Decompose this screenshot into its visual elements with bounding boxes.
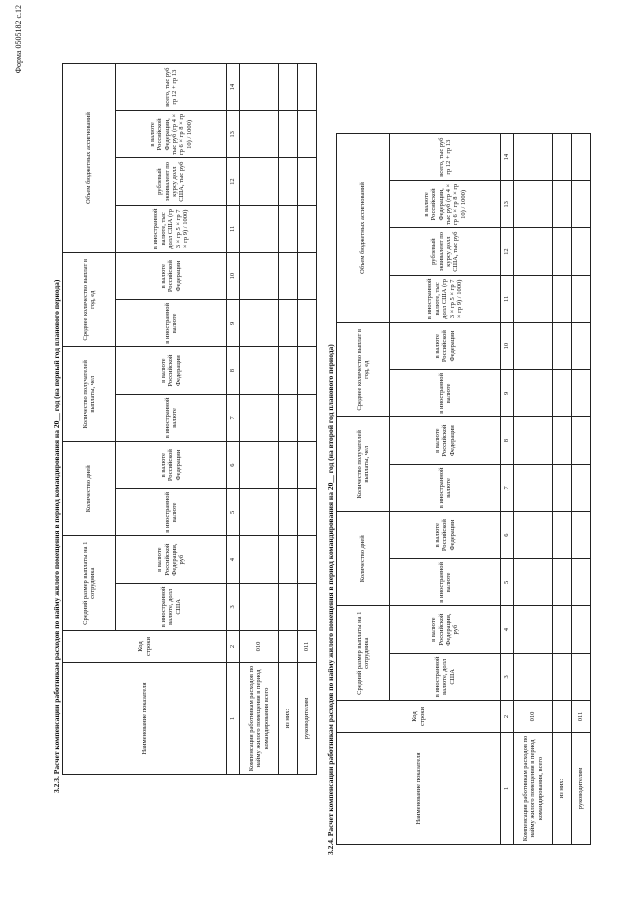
value-cell[interactable] — [279, 253, 298, 300]
value-cell[interactable] — [298, 111, 317, 158]
value-cell[interactable] — [279, 394, 298, 441]
value-cell[interactable] — [240, 394, 279, 441]
value-cell[interactable] — [553, 417, 572, 464]
row-name: руководителям — [298, 663, 317, 775]
value-cell[interactable] — [240, 111, 279, 158]
value-cell[interactable] — [553, 512, 572, 559]
subheader-col-6: в валюте Российской Федерации — [390, 512, 501, 559]
value-cell[interactable] — [298, 300, 317, 347]
header-recipients: Количество получателей выплаты, чел — [337, 417, 390, 512]
value-cell[interactable] — [572, 606, 591, 653]
table-row — [279, 64, 298, 775]
section-title: 3.2.4. Расчет компенсации работникам расходов по найму жилого помещения в период командирования на 20__ год (на второй год планового периода) — [326, 344, 335, 855]
col-number: 6 — [227, 442, 240, 489]
value-cell[interactable] — [298, 253, 317, 300]
value-cell[interactable] — [298, 347, 317, 394]
value-cell[interactable] — [572, 512, 591, 559]
subheader-col-13: в валюте Российской Федерации, тыс руб (гр 4 × гр 6 × гр 8 × гр 10) / 1000) — [390, 181, 501, 228]
row-code: 011 — [298, 631, 317, 663]
subheader-col-9: в иностранной валюте — [390, 370, 501, 417]
header-avg-payment: Средний размер выплаты на 1 сотрудника — [63, 536, 116, 631]
col-number: 1 — [227, 663, 240, 775]
value-cell[interactable] — [298, 394, 317, 441]
subheader-col-12: рублевый эквивалент по курсу долл США, тыс руб — [116, 158, 227, 205]
value-cell[interactable] — [298, 64, 317, 111]
col-number: 10 — [501, 323, 514, 370]
col-number: 7 — [501, 464, 514, 511]
value-cell[interactable] — [298, 489, 317, 536]
col-number: 2 — [501, 701, 514, 733]
value-cell[interactable] — [279, 536, 298, 583]
col-number: 9 — [501, 370, 514, 417]
value-cell[interactable] — [240, 64, 279, 111]
row-name: Компенсация работникам расходов по найму жилого помещения в период командирования всего — [240, 663, 279, 775]
value-cell[interactable] — [514, 606, 553, 653]
subheader-col-8: в валюте Российской Федерации — [116, 347, 227, 394]
value-cell[interactable] — [572, 370, 591, 417]
subheader-col-4: в валюте Российской Федерации, руб — [116, 536, 227, 583]
col-number: 8 — [227, 347, 240, 394]
col-number: 7 — [227, 394, 240, 441]
value-cell[interactable] — [553, 181, 572, 228]
value-cell[interactable] — [240, 253, 279, 300]
value-cell[interactable] — [298, 536, 317, 583]
col-number: 14 — [501, 134, 514, 181]
col-number: 11 — [227, 205, 240, 252]
value-cell[interactable] — [553, 228, 572, 275]
col-number: 3 — [227, 583, 240, 630]
value-cell[interactable] — [572, 417, 591, 464]
value-cell[interactable] — [514, 464, 553, 511]
col-number: 14 — [227, 64, 240, 111]
value-cell[interactable] — [240, 300, 279, 347]
col-number: 2 — [227, 631, 240, 663]
header-code: Код строки — [337, 701, 501, 733]
subheader-col-7: в иностранной валюте — [390, 464, 501, 511]
value-cell[interactable] — [514, 417, 553, 464]
table-row — [553, 134, 572, 845]
col-number: 13 — [227, 111, 240, 158]
row-name: из них: — [553, 733, 572, 845]
subheader-col-13: в валюте Российской Федерации, тыс руб (гр 4 × гр 6 × гр 8 × гр 10) / 1000) — [116, 111, 227, 158]
header-payments-per-year: Среднее количество выплат в год, ед — [337, 323, 390, 418]
value-cell[interactable] — [553, 323, 572, 370]
value-cell[interactable] — [572, 323, 591, 370]
value-cell[interactable] — [553, 275, 572, 322]
col-number: 8 — [501, 417, 514, 464]
col-number: 4 — [501, 606, 514, 653]
value-cell[interactable] — [572, 559, 591, 606]
subheader-col-6: в валюте Российской Федерации — [116, 442, 227, 489]
value-cell[interactable] — [298, 583, 317, 630]
value-cell[interactable] — [514, 653, 553, 700]
header-days: Количество дней — [337, 512, 390, 607]
value-cell[interactable] — [279, 64, 298, 111]
value-cell[interactable] — [279, 158, 298, 205]
row-code: 010 — [240, 631, 279, 663]
column-number-row — [227, 64, 240, 775]
value-cell[interactable] — [514, 559, 553, 606]
table-row — [298, 64, 317, 775]
value-cell[interactable] — [514, 228, 553, 275]
col-number: 12 — [501, 228, 514, 275]
col-number: 5 — [227, 489, 240, 536]
subheader-col-5: в иностранной валюте — [116, 489, 227, 536]
header-days: Количество дней — [63, 442, 116, 537]
subheader-col-3: в иностранной валюте, долл США — [116, 583, 227, 630]
column-number-row — [501, 134, 514, 845]
value-cell[interactable] — [553, 606, 572, 653]
header-name: Наименование показателя — [63, 663, 227, 775]
col-number: 12 — [227, 158, 240, 205]
value-cell[interactable] — [514, 134, 553, 181]
col-number: 11 — [501, 275, 514, 322]
subheader-col-4: в валюте Российской Федерации, руб — [390, 606, 501, 653]
value-cell[interactable] — [298, 158, 317, 205]
value-cell[interactable] — [279, 442, 298, 489]
value-cell[interactable] — [553, 370, 572, 417]
table-row — [514, 134, 553, 845]
subheader-col-11: в иностранной валюте, тыс долл США (гр 3 × гр 5 × гр 7 × гр 9) / 1000) — [116, 205, 227, 252]
header-payments-per-year: Среднее количество выплат в год, ед — [63, 253, 116, 348]
row-code: 010 — [514, 701, 553, 733]
subheader-col-11: в иностранной валюте, тыс долл США (гр 3 × гр 5 × гр 7 × гр 9) / 1000) — [390, 275, 501, 322]
subheader-col-10: в валюте Российской Федерации — [116, 253, 227, 300]
value-cell[interactable] — [553, 134, 572, 181]
subheader-col-7: в иностранной валюте — [116, 394, 227, 441]
calculation-table — [62, 63, 317, 775]
value-cell[interactable] — [240, 205, 279, 252]
subheader-col-10: в валюте Российской Федерации — [390, 323, 501, 370]
subheader-col-8: в валюте Российской Федерации — [390, 417, 501, 464]
table-row — [240, 64, 279, 775]
subheader-col-12: рублевый эквивалент по курсу долл США, тыс руб — [390, 228, 501, 275]
subheader-col-14: всего, тыс руб гр 12 + гр 13 — [390, 134, 501, 181]
value-cell[interactable] — [514, 275, 553, 322]
value-cell[interactable] — [240, 489, 279, 536]
value-cell[interactable] — [240, 158, 279, 205]
value-cell[interactable] — [298, 442, 317, 489]
value-cell[interactable] — [279, 489, 298, 536]
header-row — [337, 134, 390, 845]
value-cell[interactable] — [514, 181, 553, 228]
value-cell[interactable] — [514, 323, 553, 370]
subheader-col-9: в иностранной валюте — [116, 300, 227, 347]
row-code — [553, 701, 572, 733]
value-cell[interactable] — [572, 464, 591, 511]
value-cell[interactable] — [240, 442, 279, 489]
row-name: руководителям — [572, 733, 591, 845]
value-cell[interactable] — [572, 653, 591, 700]
col-number: 13 — [501, 181, 514, 228]
value-cell[interactable] — [279, 583, 298, 630]
value-cell[interactable] — [240, 583, 279, 630]
value-cell[interactable] — [514, 512, 553, 559]
col-number: 1 — [501, 733, 514, 845]
value-cell[interactable] — [240, 536, 279, 583]
value-cell[interactable] — [279, 205, 298, 252]
header-budget-volume: Объем бюджетных ассигнований — [337, 134, 390, 323]
header-row — [63, 64, 116, 775]
value-cell[interactable] — [279, 111, 298, 158]
value-cell[interactable] — [572, 275, 591, 322]
row-code: 011 — [572, 701, 591, 733]
col-number: 6 — [501, 512, 514, 559]
value-cell[interactable] — [572, 228, 591, 275]
value-cell[interactable] — [279, 347, 298, 394]
col-number: 4 — [227, 536, 240, 583]
col-number: 10 — [227, 253, 240, 300]
value-cell[interactable] — [553, 464, 572, 511]
subheader-col-3: в иностранной валюте, долл США — [390, 653, 501, 700]
header-avg-payment: Средний размер выплаты на 1 сотрудника — [337, 606, 390, 701]
row-name: Компенсация работникам расходов по найму жилого помещения в период командирования, всего — [514, 733, 553, 845]
section-title: 3.2.3. Расчет компенсации работникам расходов по найму жилого помещения в период командирования на 20__ год (на первый год планового периода) — [52, 279, 61, 793]
form-code: Форма 0505182 с.12 — [14, 5, 23, 74]
header-budget-volume: Объем бюджетных ассигнований — [63, 64, 116, 253]
value-cell[interactable] — [572, 181, 591, 228]
value-cell[interactable] — [240, 347, 279, 394]
col-number: 9 — [227, 300, 240, 347]
col-number: 5 — [501, 559, 514, 606]
col-number: 3 — [501, 653, 514, 700]
value-cell[interactable] — [298, 205, 317, 252]
value-cell[interactable] — [279, 300, 298, 347]
value-cell[interactable] — [553, 559, 572, 606]
header-code: Код строки — [63, 631, 227, 663]
header-name: Наименование показателя — [337, 733, 501, 845]
table-row — [572, 134, 591, 845]
calculation-table — [336, 133, 591, 845]
value-cell[interactable] — [572, 134, 591, 181]
row-code — [279, 631, 298, 663]
subheader-col-14: всего, тыс руб гр 12 + гр 13 — [116, 64, 227, 111]
header-recipients: Количество получателей выплаты, чел — [63, 347, 116, 442]
row-name: из них: — [279, 663, 298, 775]
subheader-col-5: в иностранной валюте — [390, 559, 501, 606]
value-cell[interactable] — [514, 370, 553, 417]
value-cell[interactable] — [553, 653, 572, 700]
